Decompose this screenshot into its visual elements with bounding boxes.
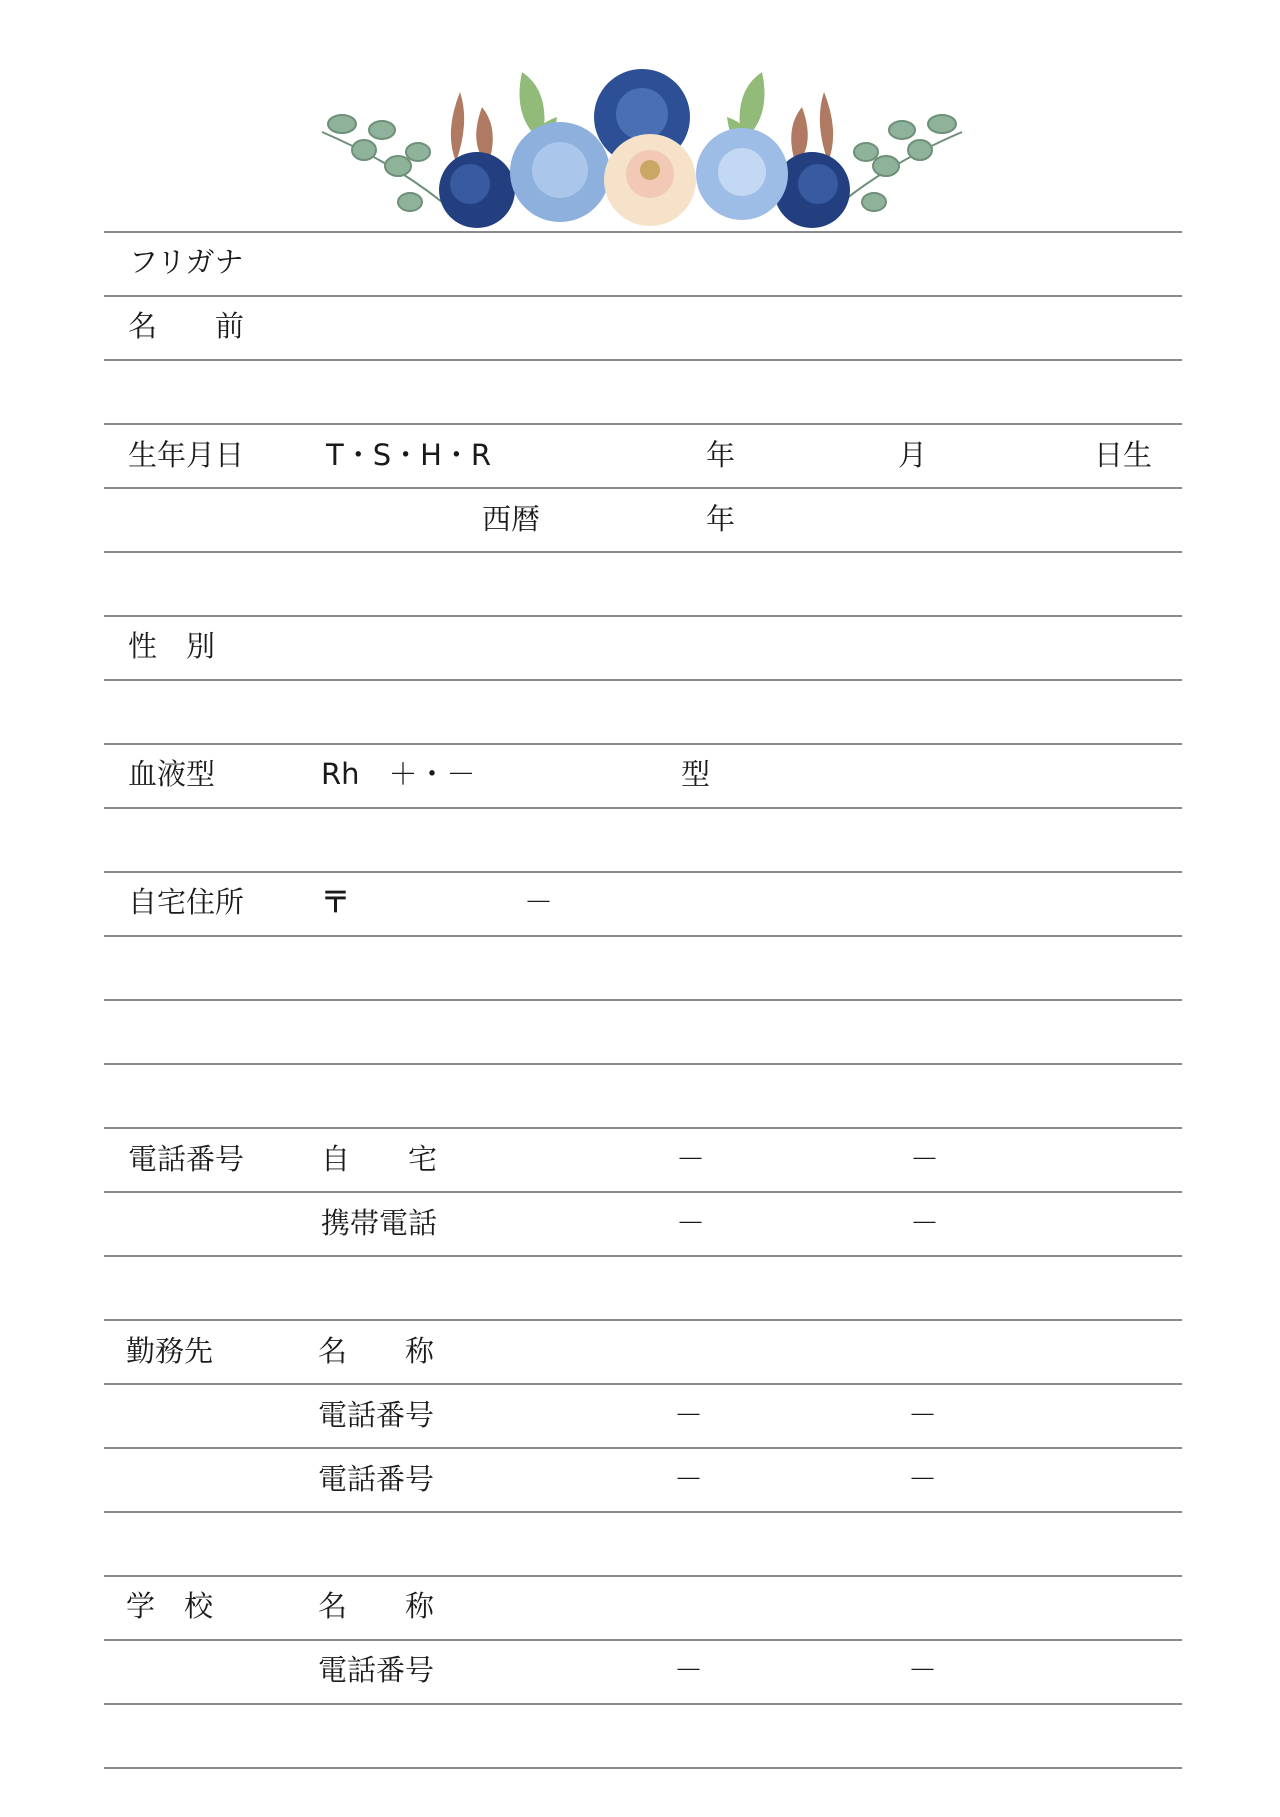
mobile-phone-dash-2: － (910, 1206, 940, 1240)
form-rule (104, 295, 1182, 297)
form-rule (104, 1767, 1182, 1769)
postal-mark-icon: 〒 (321, 885, 351, 919)
form-rule (104, 743, 1182, 745)
floral-header-illustration (312, 62, 972, 232)
mobile-phone-dash-1: － (676, 1206, 706, 1240)
birth-year-unit: 年 (706, 438, 736, 472)
blood-type-unit: 型 (681, 757, 711, 791)
school-label: 学 校 (126, 1589, 214, 1623)
form-rule (104, 679, 1182, 681)
phone-label: 電話番号 (128, 1142, 245, 1176)
workplace-name-label: 名 称 (318, 1334, 435, 1368)
form-rule (104, 1127, 1182, 1129)
form-rule (104, 487, 1182, 489)
form-rule (104, 423, 1182, 425)
birthdate-label: 生年月日 (128, 438, 245, 472)
workplace-phone1-dash-1: － (674, 1398, 704, 1432)
form-rule (104, 1639, 1182, 1641)
form-rule (104, 935, 1182, 937)
seireki-year-unit: 年 (706, 502, 736, 536)
birth-day-suffix: 日生 (1094, 438, 1153, 472)
eucalyptus-left (322, 115, 442, 211)
workplace-phone-label-1: 電話番号 (318, 1398, 435, 1432)
workplace-phone2-dash-1: － (674, 1462, 704, 1496)
form-rule (104, 807, 1182, 809)
form-rule (104, 615, 1182, 617)
school-phone-dash-1: － (674, 1653, 704, 1687)
home-phone-dash-2: － (910, 1142, 940, 1176)
furigana-label: フリガナ (129, 245, 244, 279)
form-rule (104, 1255, 1182, 1257)
school-name-label: 名 称 (318, 1589, 435, 1623)
eucalyptus-right (842, 115, 962, 211)
form-rule (104, 1511, 1182, 1513)
home-phone-label: 自 宅 (321, 1142, 438, 1176)
form-rule (104, 551, 1182, 553)
home-phone-dash-1: － (676, 1142, 706, 1176)
form-rule (104, 1063, 1182, 1065)
school-phone-label: 電話番号 (318, 1653, 435, 1687)
form-rule (104, 871, 1182, 873)
workplace-phone-label-2: 電話番号 (318, 1462, 435, 1496)
rh-options: Rh ＋・－ (321, 757, 476, 791)
address-label: 自宅住所 (128, 885, 245, 919)
form-rule (104, 1191, 1182, 1193)
birth-month-unit: 月 (898, 438, 928, 472)
form-rule (104, 1319, 1182, 1321)
mobile-phone-label: 携帯電話 (321, 1206, 438, 1240)
era-options: T・S・H・R (326, 438, 492, 472)
workplace-phone1-dash-2: － (908, 1398, 938, 1432)
sex-label: 性 別 (128, 629, 216, 663)
form-rule (104, 231, 1182, 233)
form-rule (104, 1383, 1182, 1385)
form-rule (104, 1447, 1182, 1449)
workplace-label: 勤務先 (126, 1334, 214, 1368)
seireki-label: 西暦 (482, 502, 541, 536)
form-rule (104, 1703, 1182, 1705)
name-label: 名 前 (128, 309, 245, 343)
form-rule (104, 359, 1182, 361)
form-rule (104, 999, 1182, 1001)
school-phone-dash-2: － (908, 1653, 938, 1687)
form-rule (104, 1575, 1182, 1577)
workplace-phone2-dash-2: － (908, 1462, 938, 1496)
blood-type-label: 血液型 (128, 757, 216, 791)
postal-code-dash: － (524, 885, 554, 919)
